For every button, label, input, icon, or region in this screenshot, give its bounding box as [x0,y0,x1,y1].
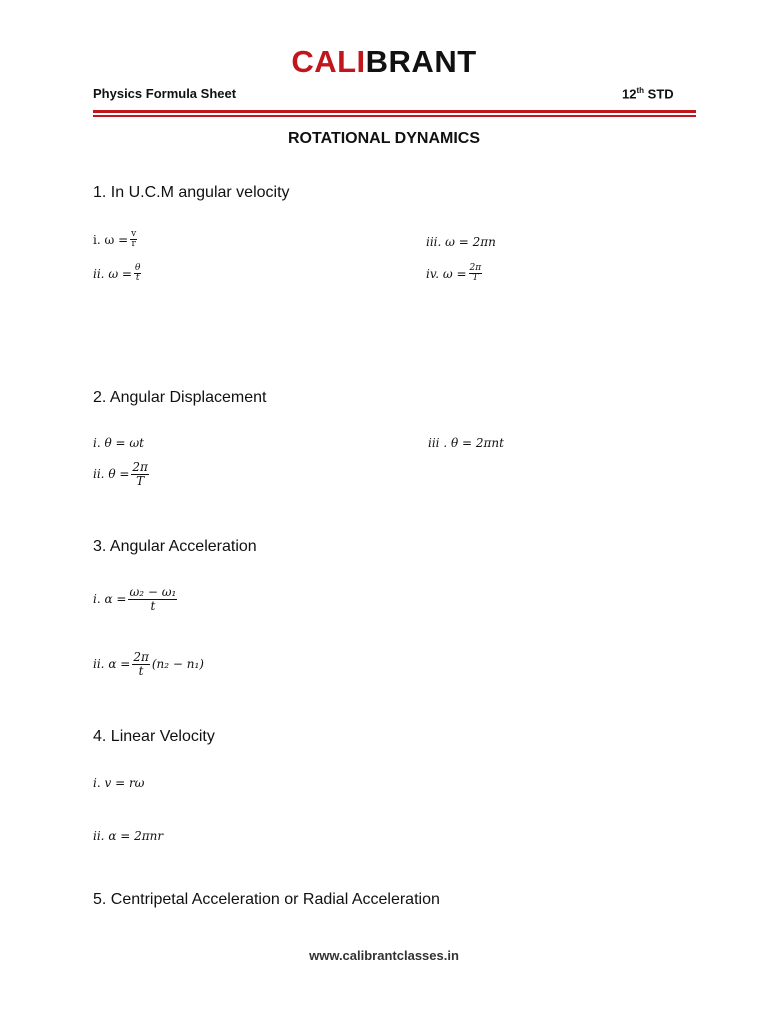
formula-1-iii: iii. ω = 2πn [426,235,496,249]
formula-2-ii: ii. θ = $\frac{2\pi}{T}$ [93,460,148,488]
formula-2-iii: iii . θ = 2πnt [428,436,504,450]
formula-3-i: i. α = $\frac{\text{ω₂ − ω₁}}{t}$ [93,585,177,613]
formula-1-ii: ii. ω = $\frac{\theta}{t}$ [93,263,141,284]
formula-2-i: i. θ = ωt [93,436,144,450]
page-title: ROTATIONAL DYNAMICS [288,130,480,147]
section-heading: 5. Centripetal Acceleration or Radial Acceleration [93,891,440,908]
section-heading: 4. Linear Velocity [93,728,215,745]
brand-logo [0,44,768,80]
class-level-label: STD [647,86,674,102]
sheet-subject: Physics Formula Sheet [93,86,237,101]
section-heading: 2. Angular Displacement [93,389,267,406]
formula-1-i: i. ω = $\frac{v}{r}$ [93,229,137,250]
brand-logo-part1: CALI [291,44,366,79]
section-heading: 1. In U.C.M angular velocity [93,184,290,201]
brand-logo-part2: BRANT [365,44,477,79]
formula-4-ii: ii. α = 2πnr [93,829,164,843]
class-level-suffix: th [636,86,645,95]
header-rule-thick [93,110,696,113]
footer-website-link[interactable]: www.calibrantclasses.in [309,948,459,963]
class-level [622,86,674,101]
formula-1-iv: iv. ω = $\frac{2\pi}{T}$ [426,263,482,284]
formula-3-ii: ii. α = $\frac{2\pi}{t}$ (n₂ − n₁) [93,650,204,678]
section-heading: 3. Angular Acceleration [93,538,257,555]
formula-4-i: i. v = rω [93,776,145,790]
header-rule-thin [93,115,696,117]
class-level-number: 12 [622,86,637,102]
